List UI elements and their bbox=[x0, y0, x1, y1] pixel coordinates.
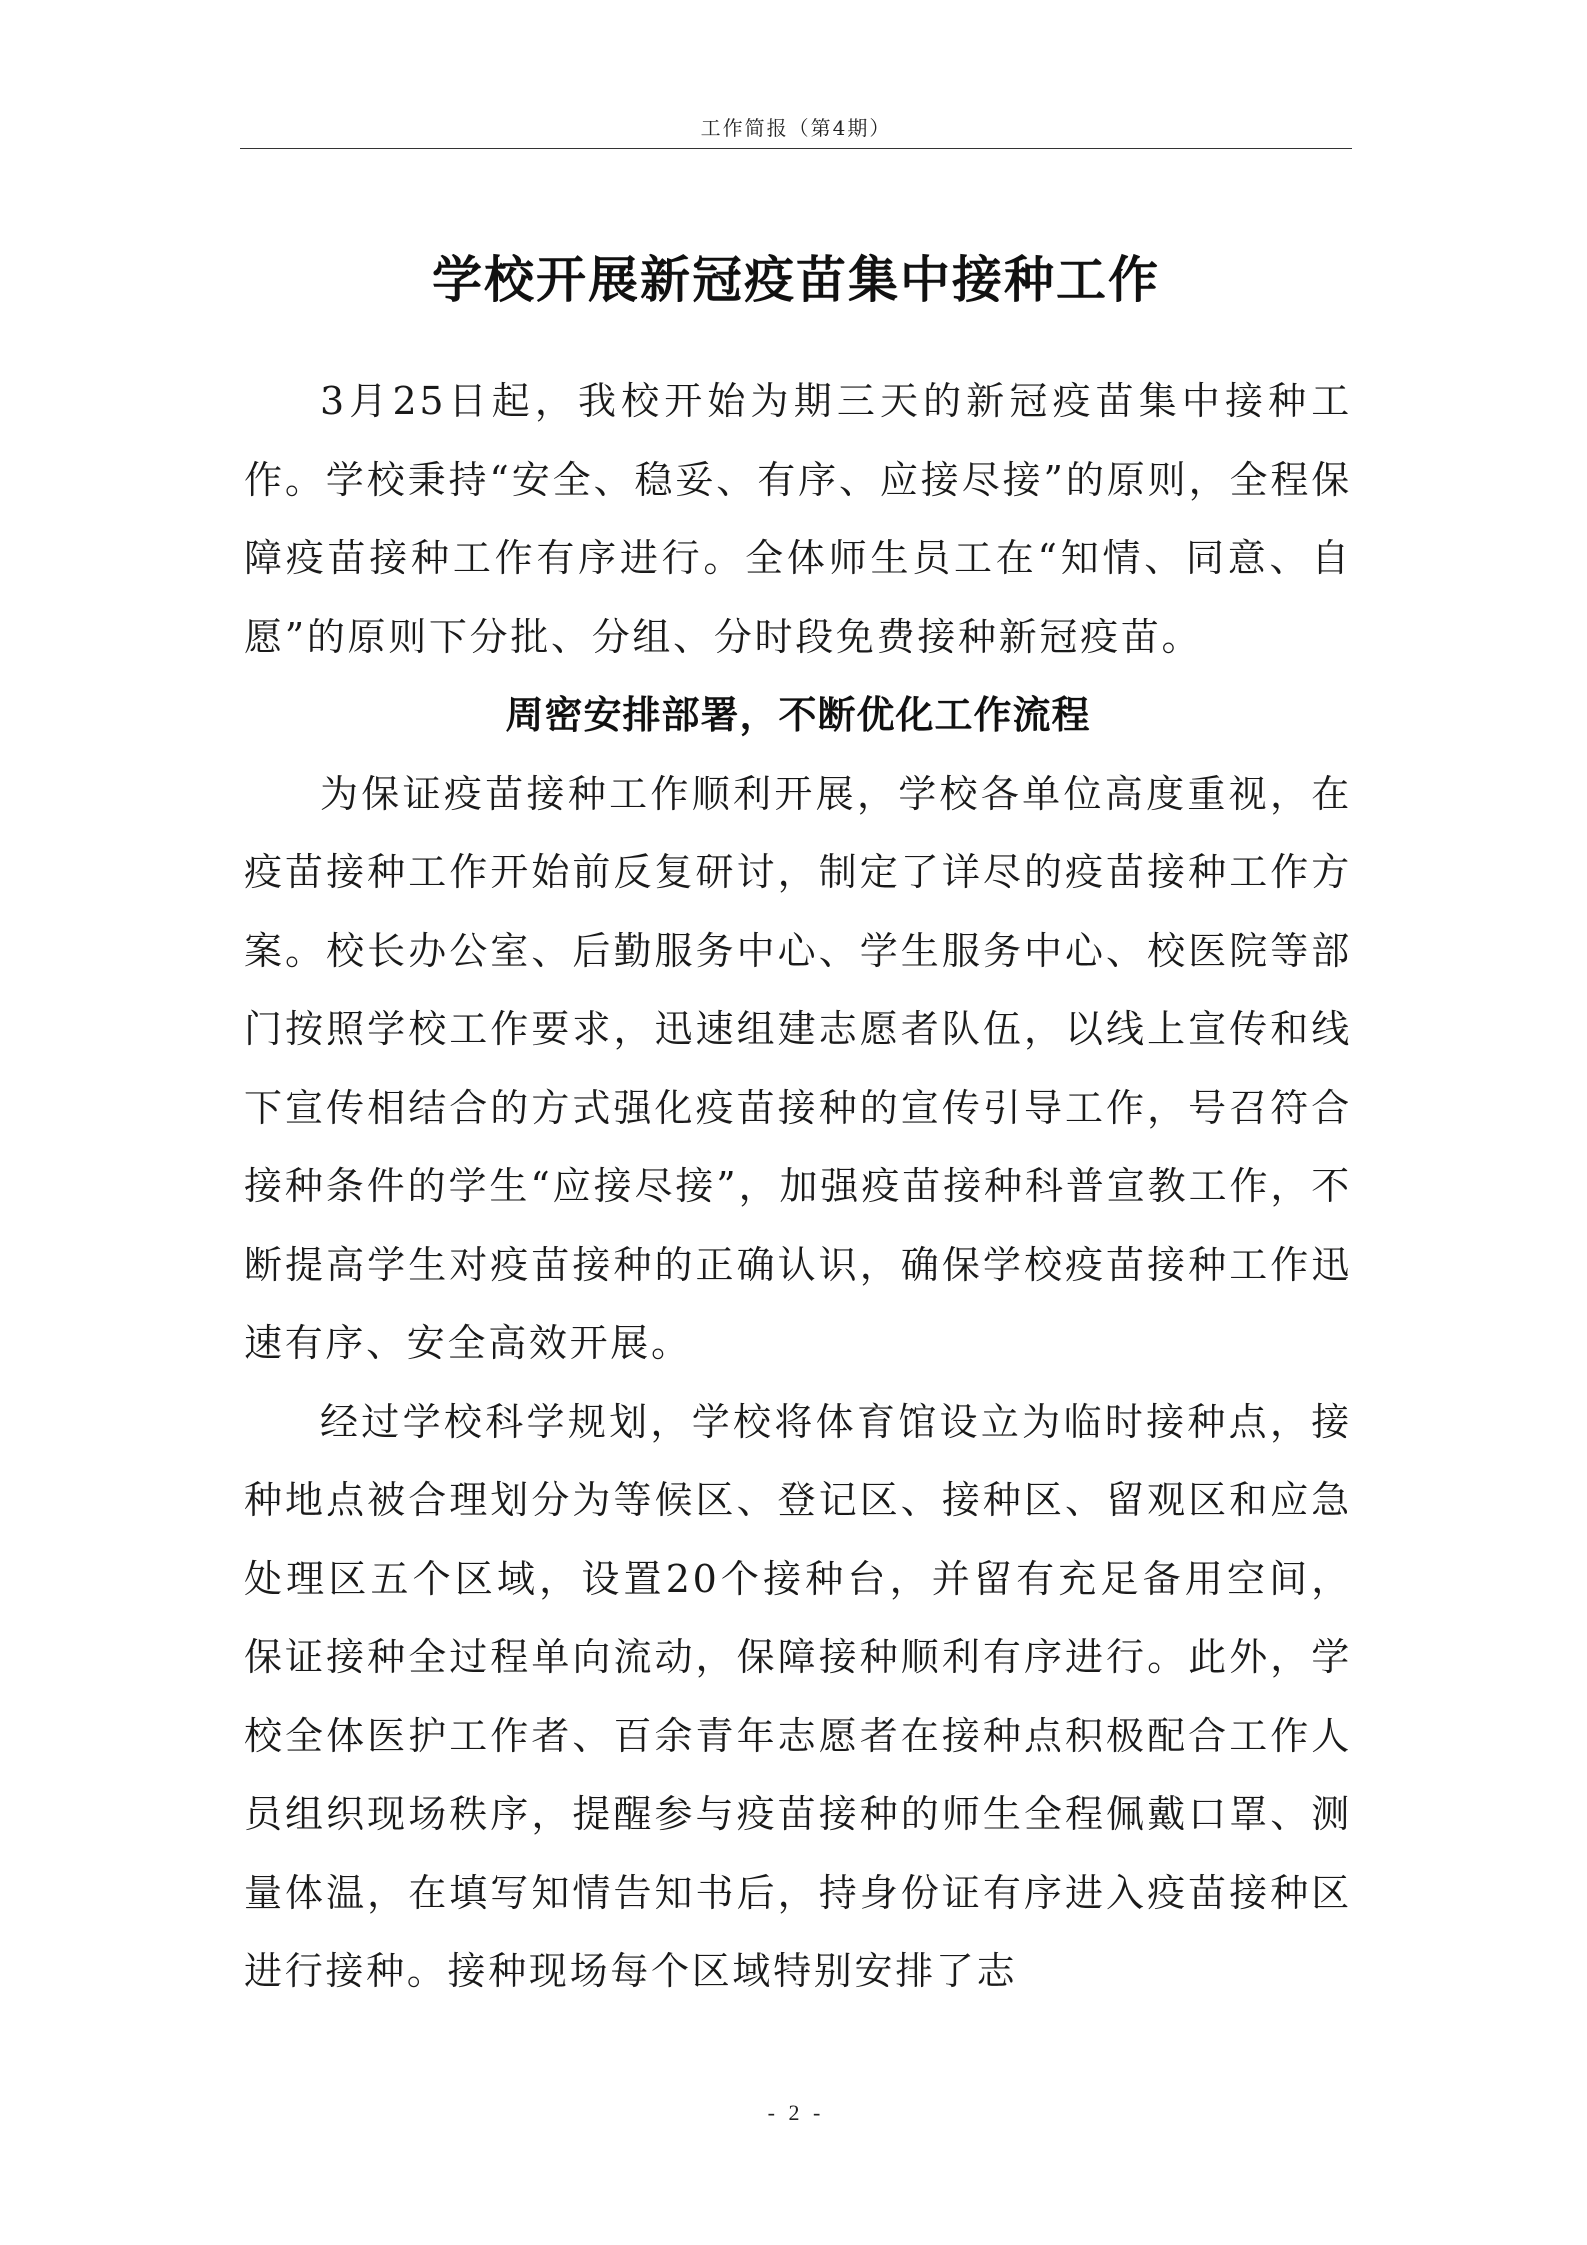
article-title: 学校开展新冠疫苗集中接种工作 bbox=[432, 250, 1160, 309]
intro-paragraph: 3月25日起，我校开始为期三天的新冠疫苗集中接种工作。学校秉持“安全、稳妥、有序、应接尽接”的原则，全程保障疫苗接种工作有序进行。全体师生员工在“知情、同意、自愿”的原则下分批、分组、分时段免费接种新冠疫苗。 bbox=[244, 379, 1352, 659]
running-header: 工作简报（第4期） bbox=[700, 116, 892, 140]
header-divider bbox=[240, 148, 1352, 149]
article-body bbox=[244, 362, 1352, 2011]
page-number: - 2 - bbox=[767, 2100, 825, 2125]
body-paragraph: 为保证疫苗接种工作顺利开展，学校各单位高度重视，在疫苗接种工作开始前反复研讨，制定了详尽的疫苗接种工作方案。校长办公室、后勤服务中心、学生服务中心、校医院等部门按照学校工作要求，迅速组建志愿者队伍，以线上宣传和线下宣传相结合的方式强化疫苗接种的宣传引导工作，号召符合接种条件的学生“应接尽接”，加强疫苗接种科普宣教工作，不断提高学生对疫苗接种的正确认识，确保学校疫苗接种工作迅速有序、安全高效开展。 bbox=[244, 771, 1352, 1365]
body-paragraph: 经过学校科学规划，学校将体育馆设立为临时接种点，接种地点被合理划分为等候区、登记区、接种区、留观区和应急处理区五个区域，设置20个接种台，并留有充足备用空间，保证接种全过程单向流动，保障接种顺利有序进行。此外，学校全体医护工作者、百余青年志愿者在接种点积极配合工作人员组织现场秩序，提醒参与疫苗接种的师生全程佩戴口罩、测量体温，在填写知情告知书后，持身份证有序进入疫苗接种区进行接种。接种现场每个区域特别安排了志 bbox=[244, 1399, 1352, 1993]
section-heading: 周密安排部署，不断优化工作流程 bbox=[505, 693, 1091, 737]
